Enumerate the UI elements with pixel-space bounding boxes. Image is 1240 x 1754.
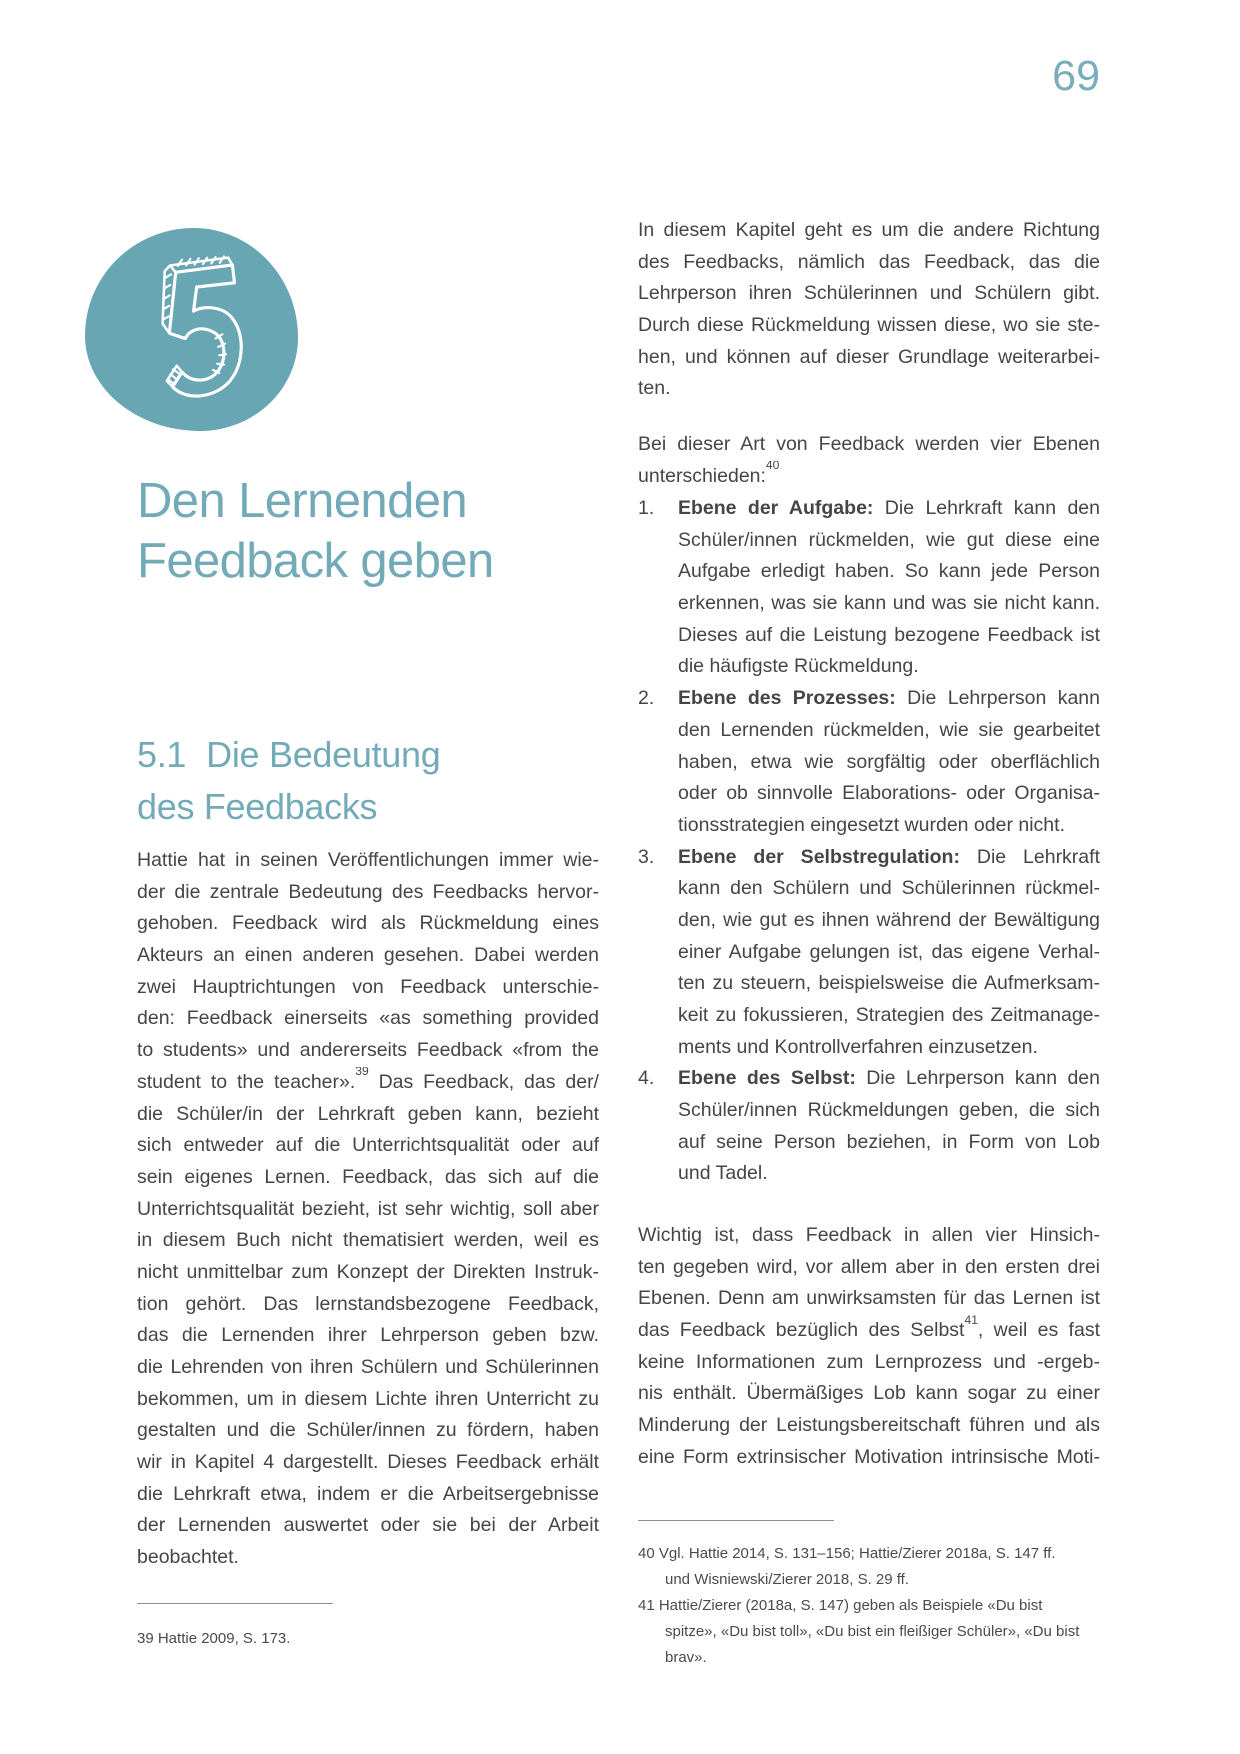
text-line: des Feedbacks, nämlich das Feedback, das die xyxy=(638,250,1100,273)
chapter-title-line: Den Lernenden xyxy=(137,473,468,528)
section-heading xyxy=(137,729,440,833)
text-line: wir in Kapitel 4 dargestellt. Dieses Feedback erhält xyxy=(137,1451,599,1474)
text-line: den Lernenden rückmelden, wie sie gearbeitet xyxy=(678,718,1100,741)
text-line: sich entweder auf die Unterrichtsqualität oder auf xyxy=(137,1134,599,1157)
text-line: ten gegeben wird, vor allem aber in den ersten drei xyxy=(638,1255,1100,1278)
text-line: Akteurs an einen anderen gesehen. Dabei werden xyxy=(137,944,599,967)
text-line: kann den Schülern und Schülerinnen rückmel- xyxy=(678,877,1100,900)
text-line: Schüler/innen Rückmeldungen geben, die sich xyxy=(678,1099,1100,1122)
list-item-first-line: 1. Ebene der Aufgabe: Die Lehrkraft kann den xyxy=(638,493,1100,525)
text-line: Durch diese Rückmeldung wissen diese, wo sie ste- xyxy=(638,314,1100,337)
text-line: beobachtet. xyxy=(137,1546,239,1569)
right-column-lead xyxy=(638,429,1100,492)
text-line: Minderung der Leistungsbereitschaft führen und als xyxy=(638,1414,1100,1437)
section-heading-line: Die Bedeutung xyxy=(206,733,441,775)
text-line: ten zu steuern, beispielsweise die Aufmerksam- xyxy=(678,972,1100,995)
text-line: in diesem Buch nicht thematisiert werden, weil es xyxy=(137,1229,599,1252)
text-line: Bei dieser Art von Feedback werden vier Ebenen xyxy=(638,433,1100,455)
text-line: In diesem Kapitel geht es um die andere Richtung xyxy=(638,219,1100,241)
text-line: tionsstrategien eingesetzt wurden oder nicht. xyxy=(678,813,1065,836)
list-item-term: Ebene der Aufgabe: xyxy=(678,497,874,519)
footnote-separator xyxy=(638,1520,834,1521)
text-line: Lehrperson ihren Schülerinnen und Schülern gibt. xyxy=(638,282,1100,305)
text-line: erkennen, was sie kann und was sie nicht kann. xyxy=(678,592,1100,615)
right-column-intro xyxy=(638,215,1100,405)
text-line: oder ob sinnvolle Elaborations- oder Organisa- xyxy=(678,782,1100,805)
text-line: Dieses auf die Leistung bezogene Feedback ist xyxy=(678,623,1100,646)
text-line: keine Informationen zum Lernprozess und -ergeb- xyxy=(638,1350,1100,1373)
list-number: 4. xyxy=(638,1067,655,1090)
footnotes xyxy=(638,1541,1116,1671)
text-line: nis enthält. Übermäßiges Lob kann sogar zu einer xyxy=(638,1382,1100,1405)
section-heading-line: des Feedbacks xyxy=(137,785,378,827)
list-item-first-line: 3. Ebene der Selbstregulation: Die Lehrkraft xyxy=(638,842,1100,874)
text-line: die Schüler/in der Lehrkraft geben kann, bezieht xyxy=(137,1102,599,1125)
text-line: der die zentrale Bedeutung des Feedbacks hervor- xyxy=(137,880,599,903)
chapter-number-badge xyxy=(85,228,298,431)
list-number: 1. xyxy=(638,497,655,519)
section-number: 5.1 xyxy=(137,733,187,775)
text-line: den: Feedback einerseits «as something provided xyxy=(137,1007,599,1030)
text-line: Schüler/innen rückmelden, wie gut diese eine xyxy=(678,528,1100,551)
text-line: ten. xyxy=(638,377,671,400)
list-number: 2. xyxy=(638,687,655,710)
footnote-separator xyxy=(137,1603,333,1604)
text-line: Wichtig ist, dass Feedback in allen vier Hinsich- xyxy=(638,1224,1100,1246)
page-number: 69 xyxy=(1052,52,1100,100)
list-item-term: Ebene der Selbstregulation: xyxy=(678,845,960,868)
chapter-title-line: Feedback geben xyxy=(137,533,494,588)
text-line: nicht unmittelbar zum Konzept der Direkten Instruk- xyxy=(137,1260,599,1283)
text-line: zwei Hauptrichtungen von Feedback unterschie- xyxy=(137,975,599,998)
footnote-line: und Wisniewski/Zierer 2018, S. 29 ff. xyxy=(665,1571,909,1588)
text-line: keit zu fokussieren, Strategien des Zeitmanage- xyxy=(678,1004,1100,1026)
list-item-first-line: 2. Ebene des Prozesses: Die Lehrperson kann xyxy=(638,683,1100,715)
list-item-term: Ebene des Prozesses: xyxy=(678,687,896,710)
text-line: bekommen, um in diesem Lichte ihren Unterricht zu xyxy=(137,1387,599,1410)
chapter-number-five-icon xyxy=(140,253,245,405)
text-line: das Feedback bezüglich des Selbst$^{41}$, weil es fast xyxy=(638,1315,1100,1347)
footnote-marker: 41 xyxy=(964,1315,978,1327)
text-line: haben, etwa wie sorgfältig oder oberflächlich xyxy=(678,750,1100,773)
footnote-line: spitze», «Du bist toll», «Du bist ein fleißiger Schüler», «Du bist xyxy=(665,1623,1080,1640)
footnote-line: brav». xyxy=(665,1649,707,1666)
text-line: den, wie gut es ihnen während der Bewältigung xyxy=(678,908,1100,931)
chapter-title xyxy=(137,471,494,591)
text-line: tion gehört. Das lernstandsbezogene Feedback, xyxy=(137,1292,599,1315)
text-line: und Tadel. xyxy=(678,1162,768,1185)
text-line: eine Form extrinsischer Motivation intrinsische Moti- xyxy=(638,1445,1100,1468)
list-number: 3. xyxy=(638,845,655,868)
text-line: ments und Kontrollverfahren einzusetzen. xyxy=(678,1035,1038,1058)
text-line: das die Lernenden ihrer Lehrperson geben bzw. xyxy=(137,1324,599,1347)
text-line: Aufgabe erledigt haben. So kann jede Person xyxy=(678,560,1100,583)
footnote-marker: 40 xyxy=(765,460,780,473)
left-column xyxy=(137,845,599,1574)
text-line: unterschieden:$^{40}$ xyxy=(638,461,1100,493)
feedback-levels-list xyxy=(638,493,1100,1190)
footnote-marker: 39 xyxy=(355,1066,369,1079)
text-line: student to the teacher».$^{39}$ Das Feedback, das der/ xyxy=(137,1067,599,1099)
text-line: Ebenen. Denn am unwirksamsten für das Lernen ist xyxy=(638,1287,1100,1310)
footnote-line: 40 Vgl. Hattie 2014, S. 131–156; Hattie/Zierer 2018a, S. 147 ff. xyxy=(638,1545,1056,1562)
list-item-first-line: 4. Ebene des Selbst: Die Lehrperson kann den xyxy=(638,1063,1100,1095)
text-line: gehoben. Feedback wird als Rückmeldung eines xyxy=(137,912,599,935)
footnote-line: 41 Hattie/Zierer (2018a, S. 147) geben als Beispiele «Du bist xyxy=(638,1597,1043,1614)
text-line: Hattie hat in seinen Veröffentlichungen immer wie- xyxy=(137,849,599,871)
text-line: die Lehrkraft etwa, indem er die Arbeitsergebnisse xyxy=(137,1482,599,1505)
text-line: auf seine Person beziehen, in Form von Lob xyxy=(678,1130,1100,1153)
text-line: der Lernenden auswertet oder sie bei der Arbeit xyxy=(137,1514,599,1537)
footnote: 39 Hattie 2009, S. 173. xyxy=(137,1630,291,1647)
text-line: sein eigenes Lernen. Feedback, das sich auf die xyxy=(137,1165,599,1188)
text-line: Unterrichtsqualität bezieht, ist sehr wichtig, soll aber xyxy=(137,1197,599,1220)
right-column-closing xyxy=(638,1220,1100,1474)
text-line: die Lehrenden von ihren Schülern und Schülerinnen xyxy=(137,1356,599,1378)
list-item-term: Ebene des Selbst: xyxy=(678,1067,856,1090)
text-line: hen, und können auf dieser Grundlage weiterarbei- xyxy=(638,345,1100,368)
text-line: die häufigste Rückmeldung. xyxy=(678,655,919,678)
text-line: einer Aufgabe gelungen ist, das eigene Verhal- xyxy=(678,940,1100,963)
text-line: to students» und andererseits Feedback «from the xyxy=(137,1039,599,1062)
text-line: gestalten und die Schüler/innen zu fördern, haben xyxy=(137,1419,599,1442)
